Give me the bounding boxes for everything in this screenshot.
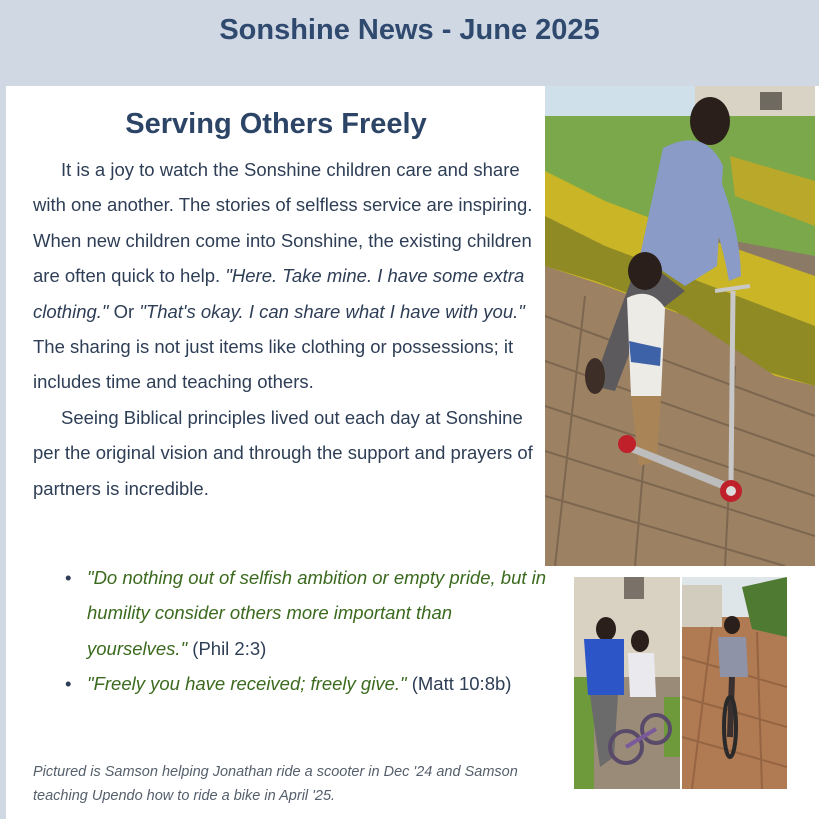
verse-item: [87, 560, 557, 666]
verse-list: [33, 560, 557, 702]
bike-photo-left: [574, 577, 680, 789]
connector-text: Or: [108, 300, 140, 322]
paragraph-1-end: The sharing is not just items like clothing or possessions; it includes time and teaching others.: [33, 336, 514, 393]
paragraph-1-start: It is a joy to watch the Sonshine children care and share with one another. The stories of selfless service are inspiring. When new children come into Sonshine, the existing children are often quick to help.: [33, 159, 533, 287]
newsletter-header: [0, 0, 819, 86]
article-body: [33, 152, 533, 506]
verse-reference: (Phil 2:3): [187, 637, 267, 659]
verse-item: [87, 666, 557, 701]
verse-quote: "Freely you have received; freely give.": [87, 673, 407, 695]
bike-photo-right: [682, 577, 787, 789]
article-title: Serving Others Freely: [125, 108, 427, 140]
quote-1: "Here. Take mine. I have some extra clothing.": [33, 265, 525, 322]
paragraph-1: [33, 152, 533, 400]
article-panel: [6, 86, 819, 819]
verse-quote: "Do nothing out of selfish ambition or empty pride, but in humility consider others more important than yourselves.": [87, 567, 547, 659]
scooter-photo: [545, 86, 815, 566]
quote-2: "That's okay. I can share what I have with you.": [139, 300, 525, 322]
newsletter-title: Sonshine News - June 2025: [219, 14, 600, 46]
photo-caption: Pictured is Samson helping Jonathan ride a scooter in Dec '24 and Samson teaching Upendo how to ride a bike in April '25.: [33, 764, 518, 804]
paragraph-2: Seeing Biblical principles lived out each day at Sonshine per the original vision and through the support and prayers of partners is incredible.: [33, 406, 533, 499]
verse-reference: (Matt 10:8b): [406, 673, 512, 695]
